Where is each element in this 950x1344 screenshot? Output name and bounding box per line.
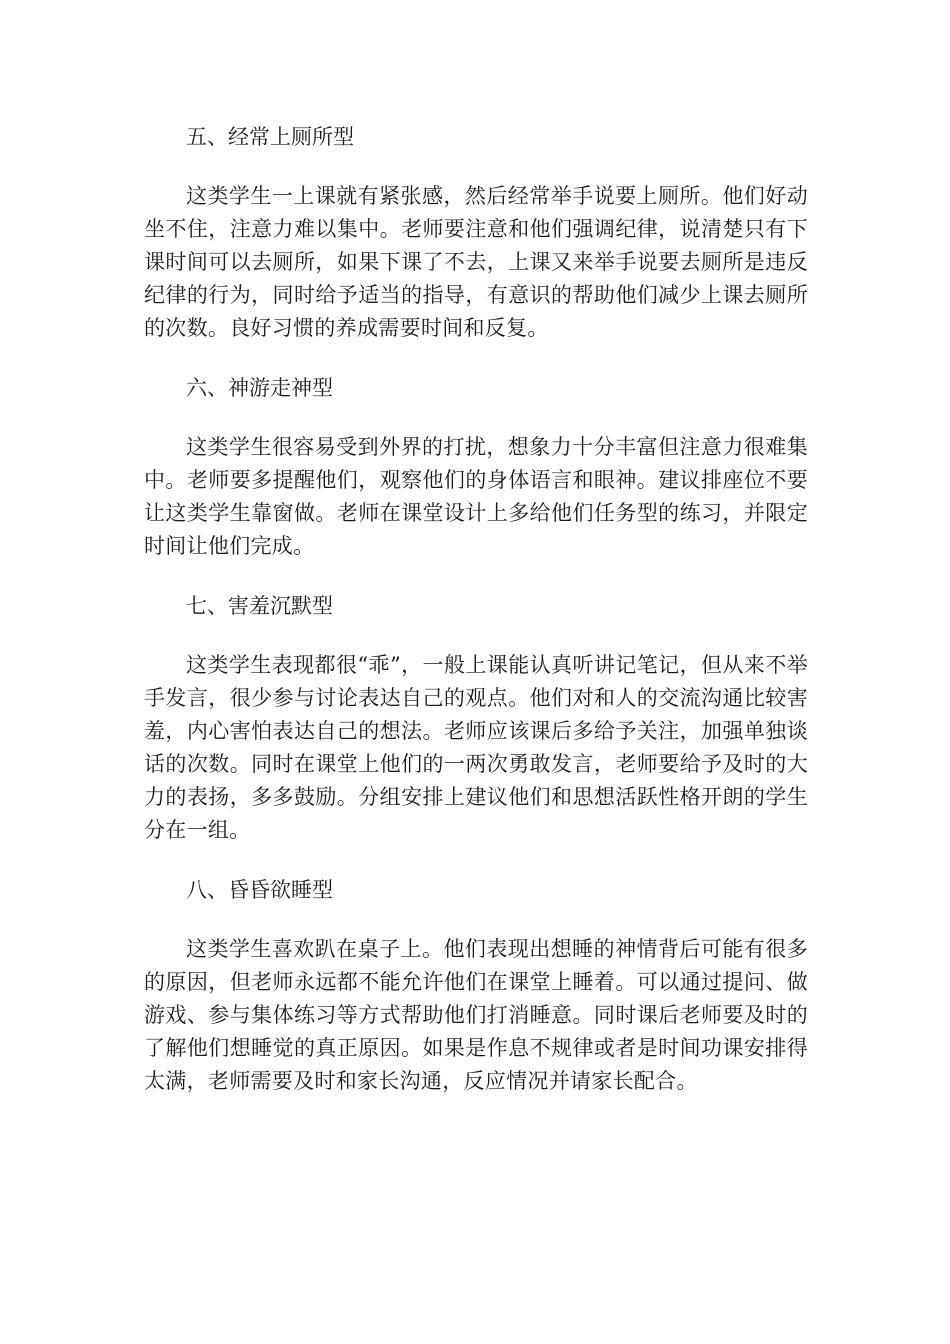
section-heading-7: 七、害羞沉默型 <box>186 594 333 618</box>
section-paragraph-7: 这类学生表现都很“乖”，一般上课能认真听讲记笔记，但从来不举手发言，很少参与讨论表达自己的观点。他们对和人的交流沟通比较害羞，内心害怕表达自己的想法。老师应该课后多给予关注，加强单独谈话的次数。同时在课堂上他们的一两次勇敢发言，老师要给予及时的大力的表扬，多多鼓励。分组安排上建议他们和思想活跃性格开朗的学生分在一组。 <box>144 653 808 842</box>
section-heading-8: 八、昏昏欲睡型 <box>186 878 333 902</box>
document-body <box>144 116 808 1120</box>
section-paragraph-6: 这类学生很容易受到外界的打扰，想象力十分丰富但注意力很难集中。老师要多提醒他们，观察他们的身体语言和眼神。建议排座位不要让这类学生靠窗做。老师在课堂设计上多给他们任务型的练习，并限定时间让他们完成。 <box>144 435 808 558</box>
section-heading-5: 五、经常上厕所型 <box>186 125 354 149</box>
section-paragraph-5: 这类学生一上课就有紧张感，然后经常举手说要上厕所。他们好动坐不住，注意力难以集中。老师要注意和他们强调纪律，说清楚只有下课时间可以去厕所，如果下课了不去，上课又来举手说要去厕所是违反纪律的行为，同时给予适当的指导，有意识的帮助他们减少上课去厕所的次数。良好习惯的养成需要时间和反复。 <box>144 184 808 340</box>
section-heading-6: 六、神游走神型 <box>186 376 333 400</box>
section-paragraph-8: 这类学生喜欢趴在桌子上。他们表现出想睡的神情背后可能有很多的原因，但老师永远都不能允许他们在课堂上睡着。可以通过提问、做游戏、参与集体练习等方式帮助他们打消睡意。同时课后老师要及时的了解他们想睡觉的真正原因。如果是作息不规律或者是时间功课安排得太满，老师需要及时和家长沟通，反应情况并请家长配合。 <box>144 937 808 1093</box>
